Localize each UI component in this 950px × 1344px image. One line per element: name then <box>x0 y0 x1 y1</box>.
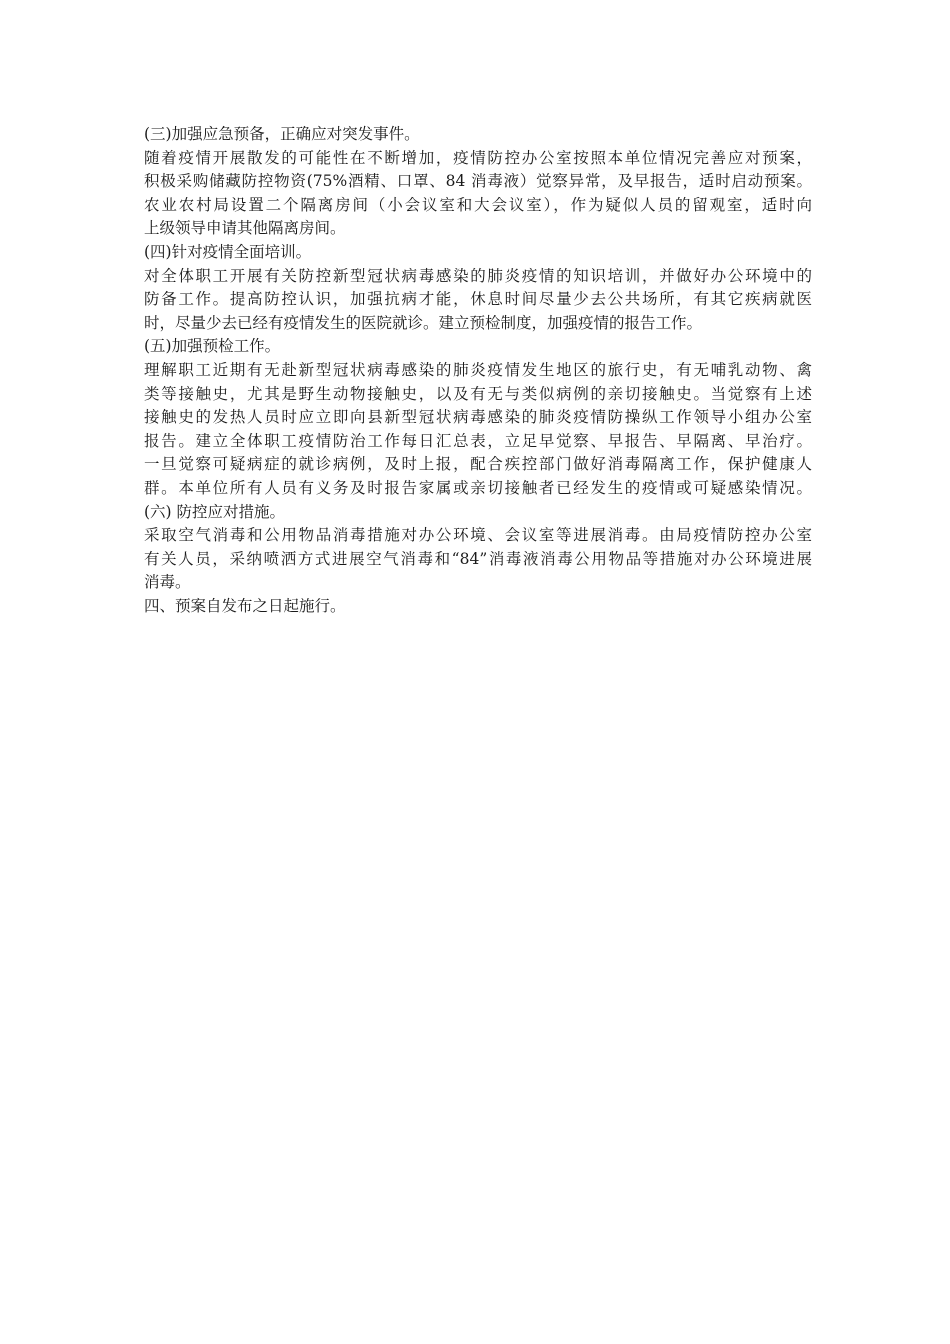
closing-line: 四、预案自发布之日起施行。 <box>144 596 346 615</box>
paragraph-line: 有关人员，采纳喷洒方式进展空气消毒和“84”消毒液消毒公用物品等措施对办公环境进展 <box>144 549 812 568</box>
paragraph-line: 积极采购储藏防控物资(75%酒精、口罩、84 消毒液）觉察异常，及早报告，适时启动预案。 <box>144 172 812 191</box>
paragraph-line: 对全体职工开展有关防控新型冠状病毒感染的肺炎疫情的知识培训，并做好办公环境中的 <box>144 266 812 285</box>
paragraph-line: 采取空气消毒和公用物品消毒措施对办公环境、会议室等进展消毒。由局疫情防控办公室 <box>144 526 812 545</box>
paragraph-line: 理解职工近期有无赴新型冠状病毒感染的肺炎疫情发生地区的旅行史，有无哺乳动物、禽 <box>144 360 812 379</box>
paragraph-line: 消毒。 <box>144 573 191 592</box>
paragraph-line: 一旦觉察可疑病症的就诊病例，及时上报，配合疾控部门做好消毒隔离工作，保护健康人 <box>144 455 812 474</box>
paragraph-line: 时，尽量少去已经有疫情发生的医院就诊。建立预检制度，加强疫情的报告工作。 <box>144 313 703 332</box>
paragraph-line: 防备工作。提高防控认识，加强抗病才能，休息时间尽量少去公共场所，有其它疾病就医 <box>144 290 812 309</box>
document-body <box>144 123 812 618</box>
section-heading-4: (四)针对疫情全面培训。 <box>144 242 312 261</box>
paragraph-line: 随着疫情开展散发的可能性在不断增加，疫情防控办公室按照本单位情况完善应对预案， <box>144 148 812 167</box>
section-heading-3: (三)加强应急预备，正确应对突发事件。 <box>144 125 420 143</box>
paragraph-line: 接触史的发热人员时应立即向县新型冠状病毒感染的肺炎疫情防操纵工作领导小组办公室 <box>144 408 812 427</box>
section-heading-6: (六) 防控应对措施。 <box>144 502 286 521</box>
section-heading-5: (五)加强预检工作。 <box>144 337 281 356</box>
paragraph-line: 农业农村局设置二个隔离房间（小会议室和大会议室），作为疑似人员的留观室，适时向 <box>144 195 812 214</box>
paragraph-line: 群。本单位所有人员有义务及时报告家属或亲切接触者已经发生的疫情或可疑感染情况。 <box>144 478 812 497</box>
paragraph-line: 类等接触史，尤其是野生动物接触史，以及有无与类似病例的亲切接触史。当觉察有上述 <box>144 384 812 403</box>
paragraph-line: 报告。建立全体职工疫情防治工作每日汇总表，立足早觉察、早报告、早隔离、早治疗。 <box>144 431 812 450</box>
paragraph-line: 上级领导申请其他隔离房间。 <box>144 219 346 238</box>
